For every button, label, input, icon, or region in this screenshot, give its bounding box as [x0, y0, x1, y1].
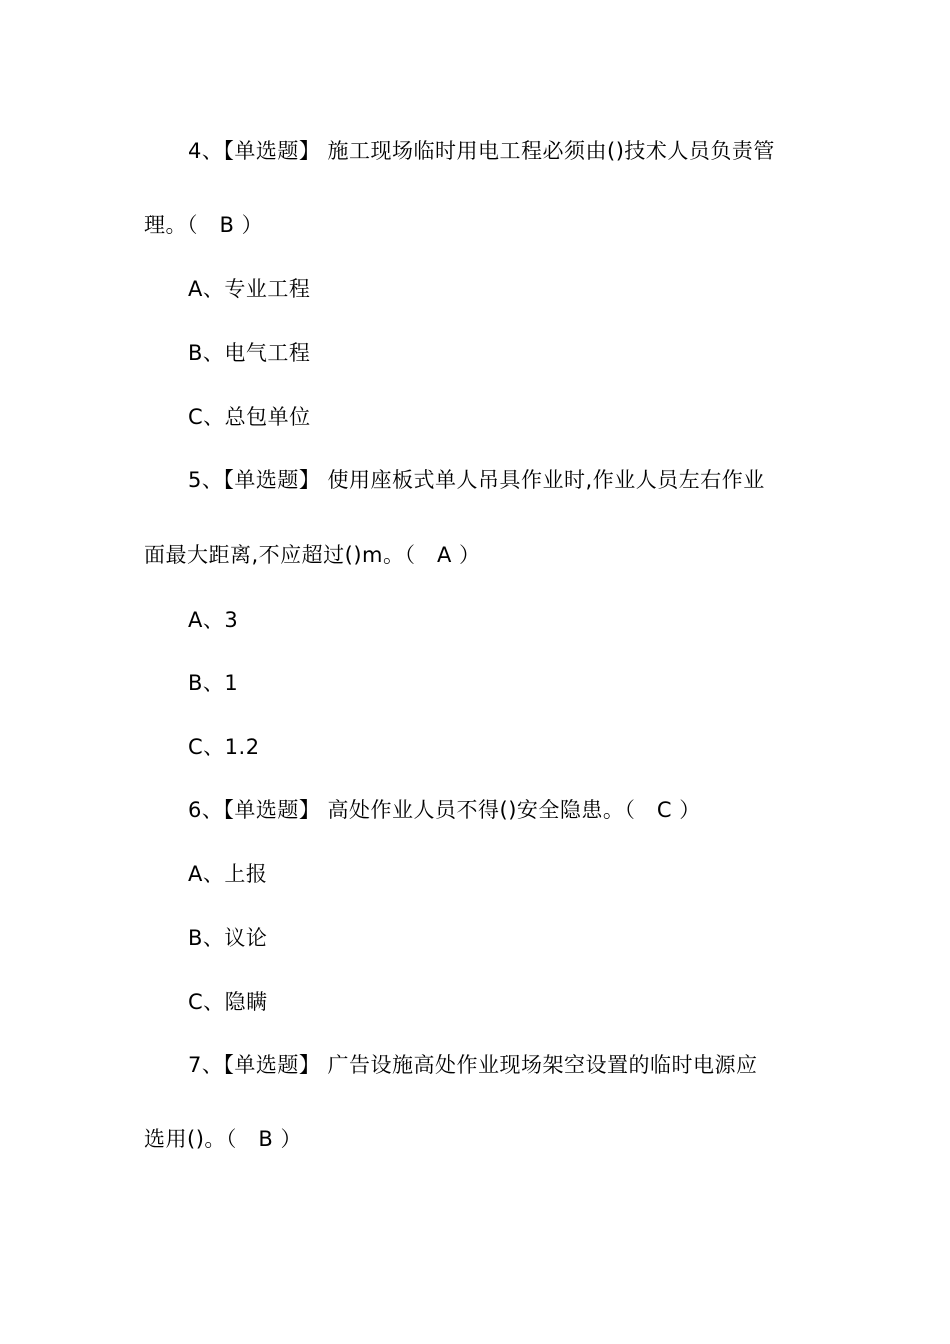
- question-6-stem: 6、【单选题】 高处作业人员不得()安全隐患。（ C ）: [188, 798, 701, 822]
- question-4-option-b: B、电气工程: [188, 341, 311, 365]
- question-4-stem-continued: 理。（ B ）: [144, 213, 264, 237]
- question-6-option-a: A、上报: [188, 862, 268, 886]
- question-4-stem: 4、【单选题】 施工现场临时用电工程必须由()技术人员负责管: [188, 139, 775, 163]
- question-6-option-b: B、议论: [188, 926, 268, 950]
- question-4-option-a: A、专业工程: [188, 277, 311, 301]
- question-5-stem: 5、【单选题】 使用座板式单人吊具作业时,作业人员左右作业: [188, 468, 765, 492]
- question-7-stem: 7、【单选题】 广告设施高处作业现场架空设置的临时电源应: [188, 1053, 758, 1077]
- question-4-option-c: C、总包单位: [188, 405, 311, 429]
- question-5-option-c: C、1.2: [188, 735, 260, 759]
- question-7-stem-continued: 选用()。（ B ）: [144, 1127, 302, 1151]
- question-5-option-a: A、3: [188, 608, 239, 632]
- question-5-option-b: B、1: [188, 671, 239, 695]
- question-6-option-c: C、隐瞒: [188, 990, 268, 1014]
- question-5-stem-continued: 面最大距离,不应超过()m。（ A ）: [144, 543, 481, 567]
